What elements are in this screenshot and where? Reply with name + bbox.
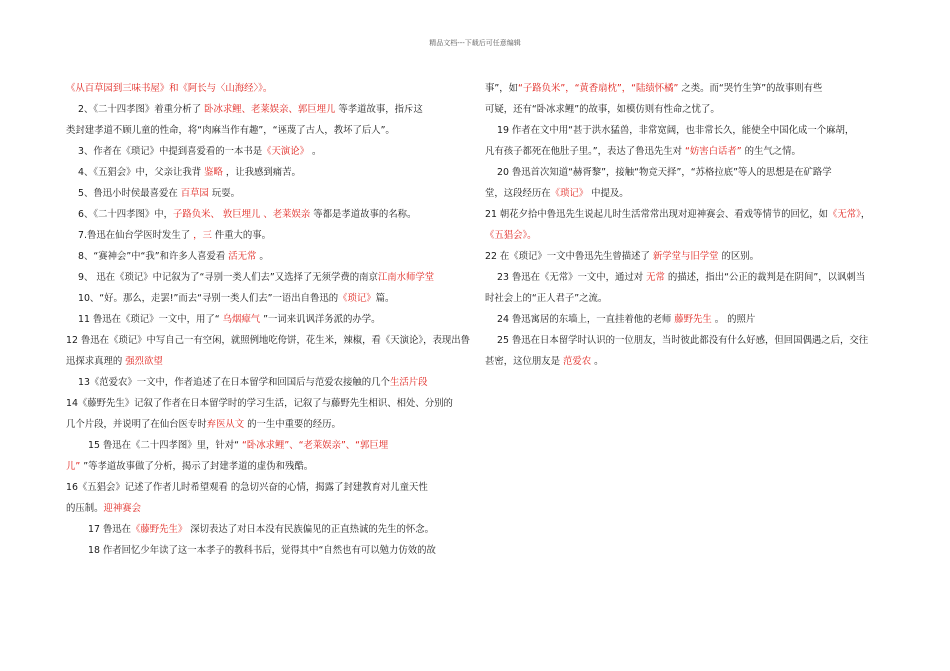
answer-text: 强烈欲望 (125, 356, 163, 367)
answer-text: 卧冰求鲤、老莱娱亲、郭巨埋儿 (204, 104, 336, 115)
body-text: 24 鲁迅寓居的东墙上，一直挂着他的老师 (497, 314, 675, 325)
body-text: 19 作者在文中用“甚于洪水猛兽，非常宽阔，也非常长久，能使全中国化成一个麻胡， (497, 125, 855, 136)
body-text: 。 (591, 356, 604, 367)
body-text: ”等孝道故事做了分析，揭示了封建孝道的虚伪和残酷。 (80, 461, 314, 472)
page-header: 精品文档---下载后可任意编辑 (429, 39, 521, 47)
text-line (66, 330, 470, 351)
answer-text: 《藤野先生》 (131, 524, 188, 535)
text-line (66, 372, 466, 393)
text-line (66, 519, 466, 540)
text-line (66, 183, 466, 204)
body-text: 深切表达了对日本没有民族偏见的正直热诚的先生的怀念。 (187, 524, 435, 535)
body-text: 几个片段，并说明了在仙台医专时 (66, 419, 207, 430)
answer-text: 新学堂与旧学堂 (652, 251, 719, 262)
body-text: 的压制。 (66, 503, 104, 514)
text-line (66, 141, 466, 162)
text-line (66, 288, 466, 309)
body-text: 11 鲁迅在《琐记》一文中，用了“ (78, 314, 223, 325)
body-text: 10、“好。那么，走罢!”而去“寻别一类人们去”一语出自鲁迅的 (78, 293, 339, 304)
answer-text: 江南水师学堂 (377, 272, 435, 283)
body-text: 2、《二十四孝图》着重分析了 (78, 104, 205, 115)
answer-text: 藤野先生 (674, 314, 712, 325)
text-line (66, 498, 466, 519)
text-line (66, 162, 466, 183)
body-text: 类封建孝道不顾儿童的性命，将“肉麻当作有趣”，“诬蔑了古人，教坏了后人”。 (66, 125, 395, 136)
answer-text: “卧冰求鲤”、“老莱娱亲”、“郭巨埋 (242, 440, 389, 451)
text-line (66, 351, 466, 372)
body-text: 等孝道故事，指斥这 (335, 104, 423, 115)
answer-text: ，三 (193, 230, 212, 241)
text-line (485, 204, 885, 225)
body-text: 18 作者回忆少年读了这一本孝子的教科书后，觉得其中“自然也有可以勉力仿效的故 (88, 545, 436, 556)
body-text: 12 鲁迅在《琐记》中写自己一有空闲，就照例地吃侉饼，花生米，辣椒，看《天演论》，表现出鲁 (66, 335, 470, 346)
body-text: 6、《二十四孝图》中， (78, 209, 174, 220)
right-column (485, 78, 885, 372)
body-text: 20 鲁迅首次知道“赫胥黎”，接触“物竞天择”，“苏格拉底”等人的思想是在矿路学 (497, 167, 832, 178)
body-text: 的区别。 (718, 251, 760, 262)
answer-text: 乌烟瘴气 (222, 314, 261, 325)
answer-text: 范爱农 (562, 356, 592, 367)
body-text: 3、作者在《琐记》中提到喜爱看的一本书是 (78, 146, 263, 157)
text-line (485, 330, 885, 351)
body-text: 16《五猖会》记述了作者儿时希望观看 的急切兴奋的心情，揭露了封建教育对儿童天性 (66, 482, 428, 493)
answer-text: 子路负米、 敦巨埋儿 、老莱娱亲 (173, 209, 311, 220)
text-line (66, 78, 466, 99)
body-text: 21 朝花夕拾中鲁迅先生说起儿时生活常常出现对迎神赛会、看戏等情节的回忆，如 (485, 209, 829, 220)
text-line (66, 267, 466, 288)
body-text: 14《藤野先生》记叙了作者在日本留学时的学习生活，记叙了与藤野先生相识、相处、分别的 (66, 398, 453, 409)
body-text: 4、《五猖会》中，父亲让我背 (78, 167, 205, 178)
body-text: 的生气之情。 (741, 146, 801, 157)
body-text: 事”，如 (485, 83, 518, 94)
text-line (66, 435, 466, 456)
text-line (485, 162, 885, 183)
body-text: 甚密，这位朋友是 (485, 356, 563, 367)
text-line (485, 225, 885, 246)
answer-text: “子路负米”，“黄香扇枕”，“陆绩怀橘” (517, 83, 679, 94)
text-line (485, 309, 885, 330)
body-text: 5、鲁迅小时侯最喜爱在 (78, 188, 181, 199)
body-text: 的一生中重要的经历。 (244, 419, 341, 430)
body-text: 中提及。 (588, 188, 629, 199)
answer-text: 迎神赛会 (103, 503, 142, 514)
body-text: 的描述，指出“公正的裁判是在阴间”，以讽刺当 (664, 272, 866, 283)
body-text: 。 (256, 251, 269, 262)
text-line (66, 309, 466, 330)
body-text: 9、 迅在《琐记》中记叙为了“寻别一类人们去”又选择了无须学费的南京 (78, 272, 378, 283)
body-text: 迅探求真理的 (66, 356, 126, 367)
text-line (485, 183, 885, 204)
text-line (66, 99, 466, 120)
body-text: 25 鲁迅在日本留学时认识的一位朋友，当时彼此都没有什么好感，但回国偶遇之后，交往 (497, 335, 869, 346)
text-line (66, 120, 466, 141)
body-text: 。 的照片 (711, 314, 756, 325)
body-text: 件重大的事。 (211, 230, 272, 241)
answer-text: 生活片段 (389, 377, 428, 388)
answer-text: 《琐记》 (338, 293, 376, 304)
answer-text: 活无常 (228, 251, 257, 262)
answer-text: 弃医从文 (206, 419, 245, 430)
body-text: 8、“赛神会”中“我”和许多人喜爱看 (78, 251, 229, 262)
body-text: 等都是孝道故事的名称。 (310, 209, 417, 220)
text-line (66, 414, 466, 435)
body-text: ，让我感到痛苦。 (222, 167, 301, 178)
answer-text: 鉴略 (204, 167, 223, 178)
left-column (66, 78, 470, 561)
body-text: 17 鲁迅在 (88, 524, 132, 535)
text-line (66, 456, 466, 477)
body-text: 时社会上的“正人君子”之流。 (485, 293, 608, 304)
text-line (66, 225, 466, 246)
text-line (485, 267, 885, 288)
body-text: 玩耍。 (208, 188, 240, 199)
text-line (485, 78, 885, 99)
answer-text: 儿” (66, 461, 81, 472)
answer-text: 《天演论》 (262, 146, 309, 157)
answer-text: 《无常》 (828, 209, 861, 220)
text-line (485, 351, 885, 372)
body-text: 凡有孩子都死在他肚子里。”，表达了鲁迅先生对 (485, 146, 686, 157)
body-text: 可疑，还有“卧冰求鲤”的故事，如模仿则有性命之忧了。 (485, 104, 720, 115)
body-text: 7.鲁迅在仙台学医时发生了 (78, 230, 194, 241)
text-line (485, 120, 885, 141)
body-text: 22 在《琐记》一文中鲁迅先生曾描述了 (485, 251, 653, 262)
answer-text: 《五猖会》。 (485, 230, 537, 241)
body-text: 之类。而“哭竹生笋”的故事则有些 (678, 83, 823, 94)
answer-text: 百草园 (180, 188, 209, 199)
text-line (485, 141, 885, 162)
answer-text: “妨害白话者” (685, 146, 742, 157)
body-text: ”一词来讥讽洋务派的办学。 (260, 314, 381, 325)
body-text: 堂，这段经历在 (485, 188, 551, 199)
body-text: 13《范爱农》一文中，作者追述了在日本留学和回国后与范爱农接触的几个 (78, 377, 390, 388)
text-line (485, 288, 885, 309)
text-line (66, 477, 466, 498)
body-text: 23 鲁迅在《无常》一文中，通过对 (497, 272, 647, 283)
answer-text: 《从百草园到三味书屋》和《阿长与〈山海经〉》。 (66, 83, 273, 94)
body-text: 篇。 (375, 293, 395, 304)
body-text: 15 鲁迅在《二十四孝图》里，针对“ (88, 440, 242, 451)
answer-text: 《琐记》 (550, 188, 589, 199)
text-line (66, 540, 466, 561)
text-line (66, 246, 466, 267)
text-line (66, 204, 466, 225)
body-text: 。 (308, 146, 322, 157)
text-line (485, 99, 885, 120)
answer-text: 无常 (646, 272, 665, 283)
text-line (485, 246, 885, 267)
text-line (66, 393, 466, 414)
body-text: ， (860, 209, 871, 220)
